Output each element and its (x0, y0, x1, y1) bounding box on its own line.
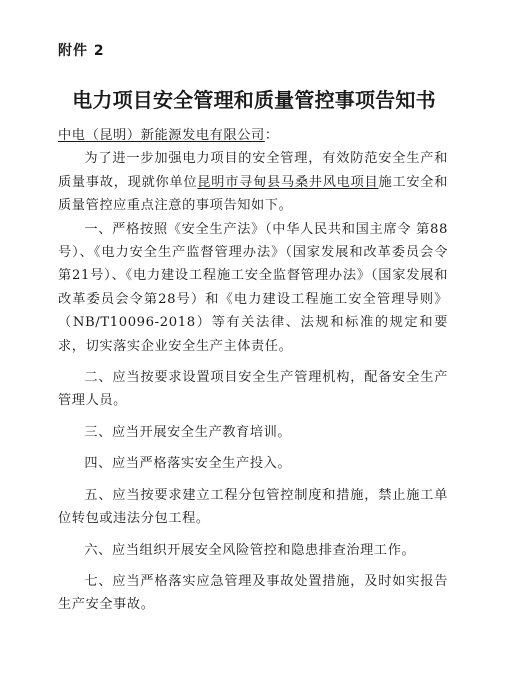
attachment-label: 附件 2 (58, 43, 105, 59)
document-title: 电力项目安全管理和质量管控事项告知书 (72, 88, 436, 112)
item-3: 三、应当开展安全生产教育培训。 (84, 424, 292, 440)
intro-before: 为了进一步加强电力项目的安全管理，有效防范安全生产和质量事故，现就你单位 (58, 151, 448, 190)
project-name: 昆明市寻甸县马桑井风电项目 (197, 174, 379, 190)
item-6: 六、应当组织开展安全风险管控和隐患排查治理工作。 (84, 542, 416, 558)
recipient-colon: ： (264, 128, 279, 143)
item-2: 二、应当按要求设置项目安全生产管理机构，配备安全生产管理人员。 (58, 370, 448, 409)
item-7: 七、应当严格落实应急管理及事故处置措施，及时如实报告生产安全事故。 (58, 573, 448, 613)
document-body (58, 124, 448, 617)
intro-paragraph (58, 147, 448, 217)
item-4: 四、应当严格落实安全生产投入。 (84, 456, 292, 472)
intro-after: 施工安全和质量管控应重点注意的事项告知如下。 (58, 174, 449, 214)
recipient-line (58, 124, 448, 147)
recipient-name: 中电（昆明）新能源发电有限公司 (58, 128, 265, 143)
item-1: 一、严格按照《安全生产法》（中华人民共和国主席令 第88号）、《电力安全生产监督管理办法》（国家发展和改革委员会令第21号）、《电力建设工程施工安全监督管理办法》（国家发展和改革委员会令第28号）和《电力建设工程施工安全管理导则》（NB/T10096-2018）等有关法律、法规和标准的规定和要求，切实落实企业安全生产主体责任。 (58, 221, 448, 354)
item-5: 五、应当按要求建立工程分包管控制度和措施，禁止施工单位转包或违法分包工程。 (58, 487, 448, 527)
